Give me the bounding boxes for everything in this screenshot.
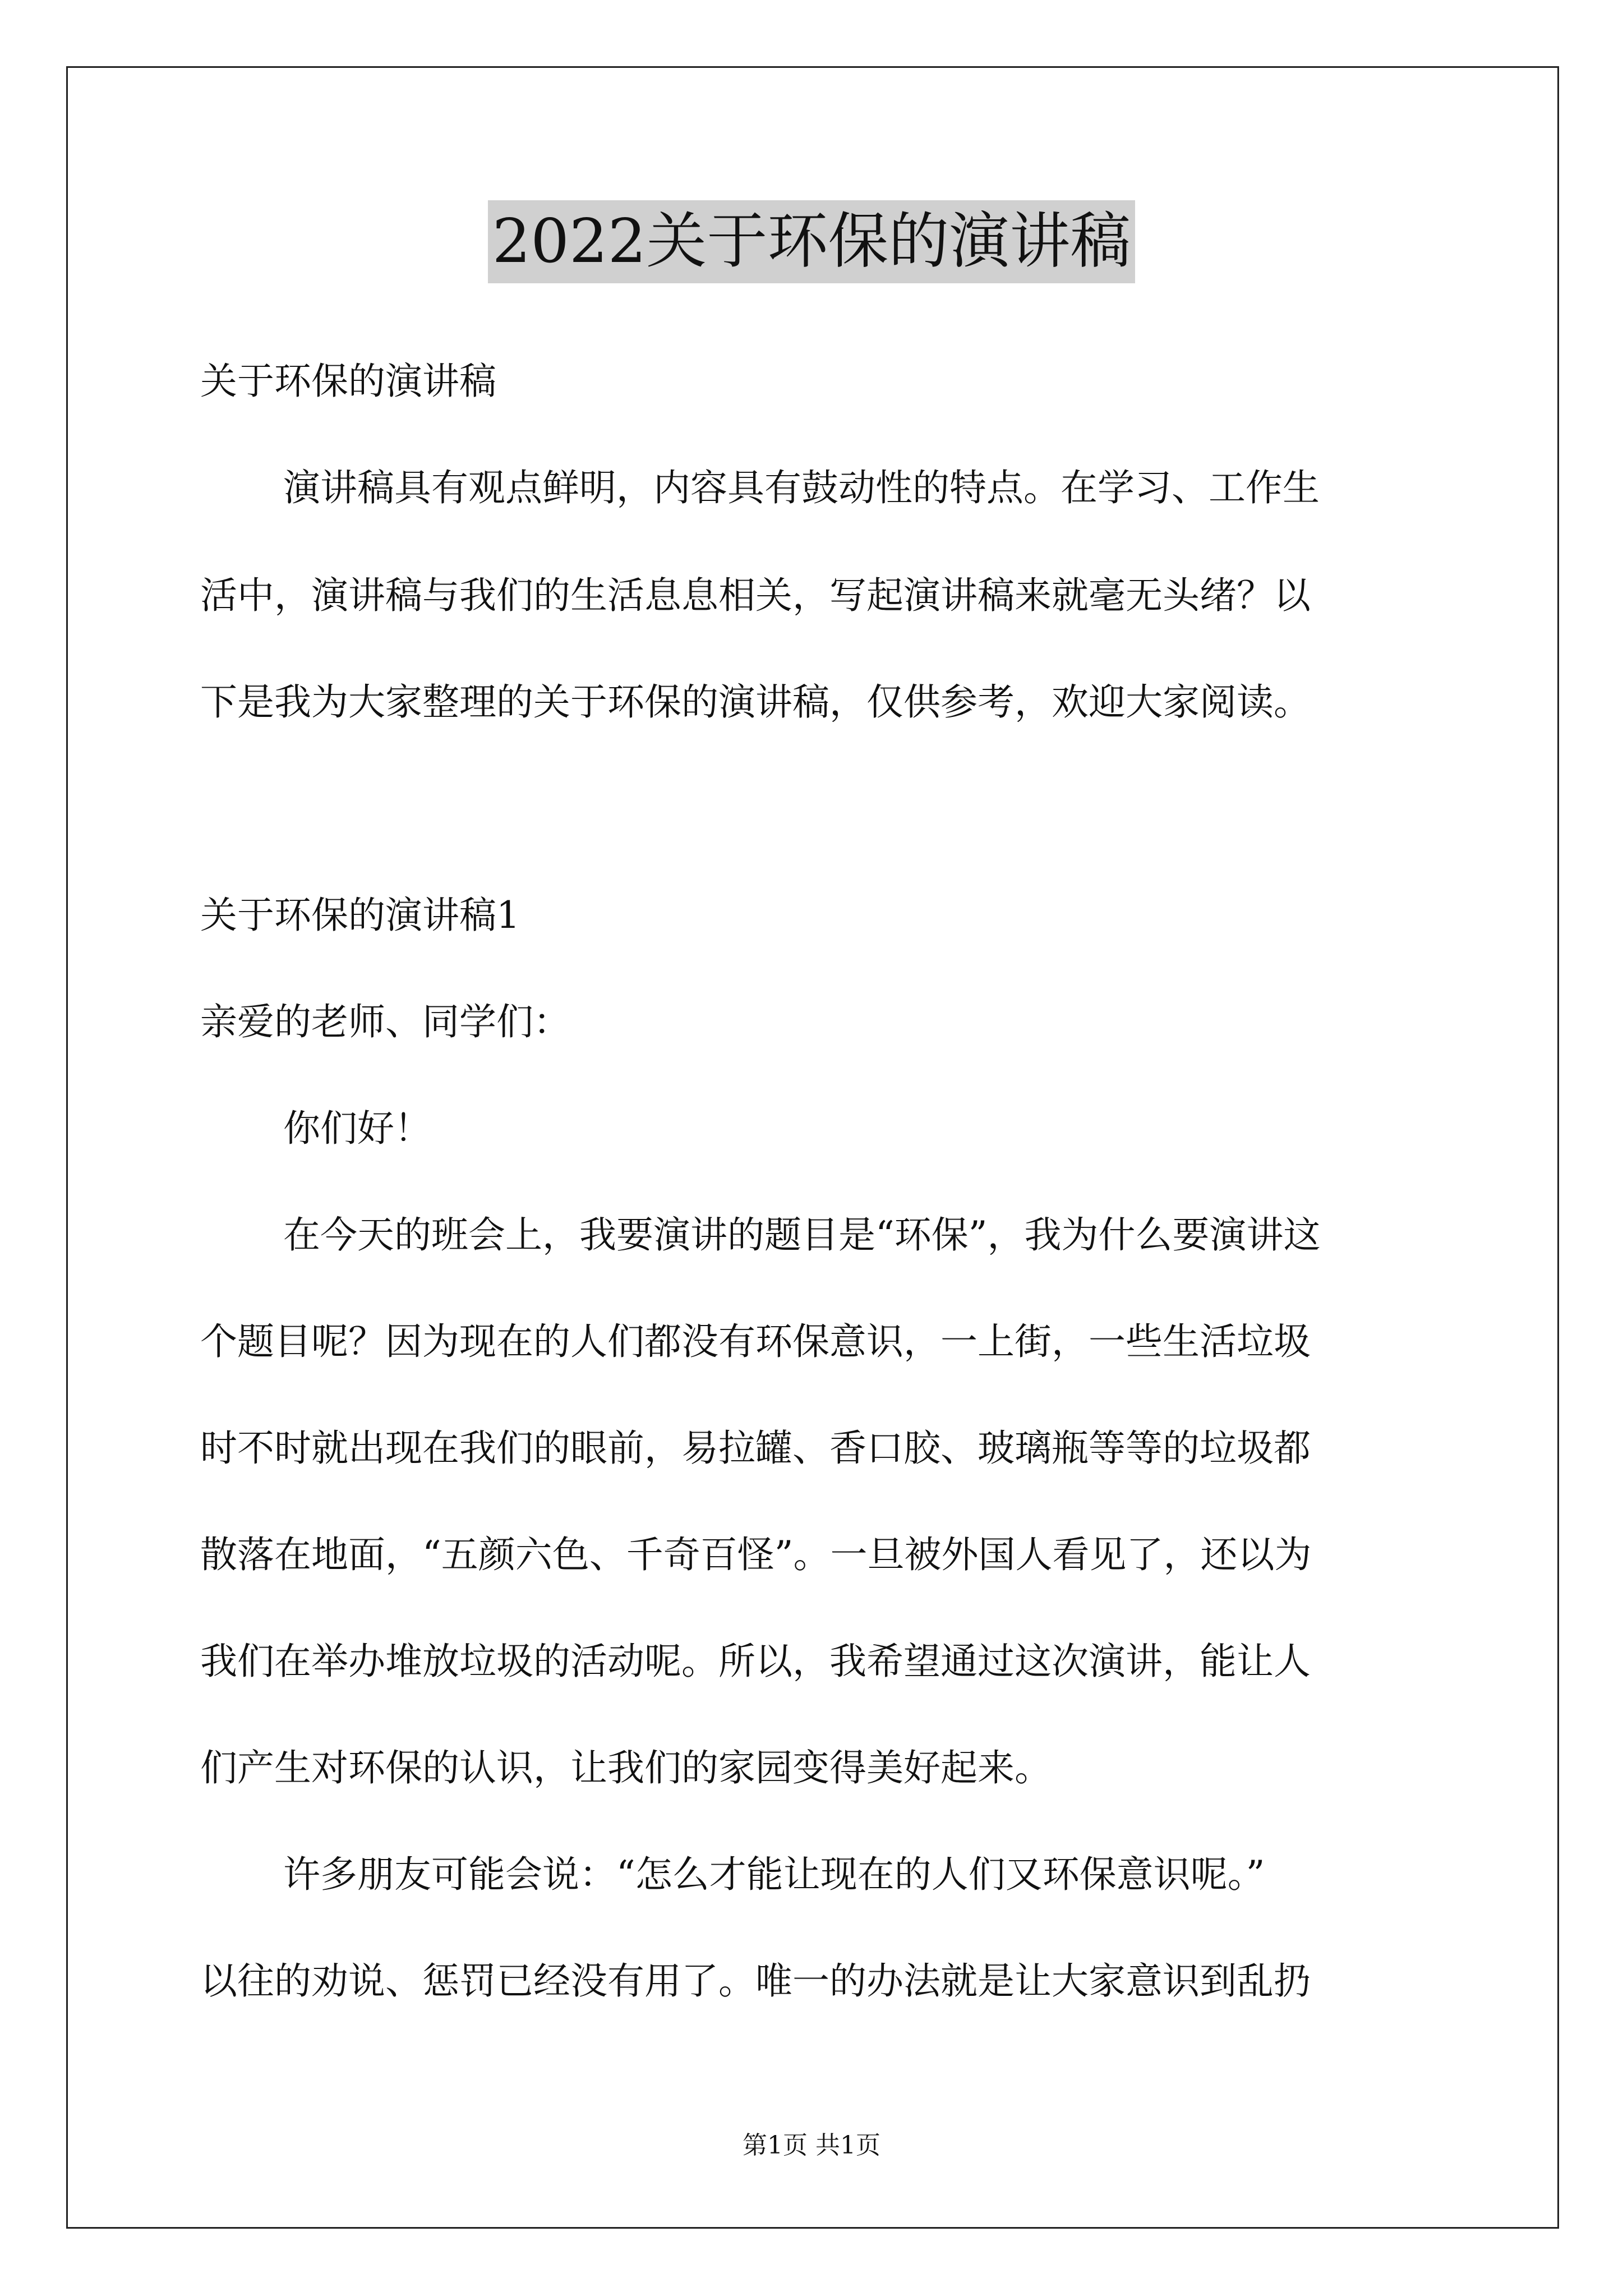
paragraph-line: 以往的劝说、惩罚已经没有用了。唯一的办法就是让大家意识到乱扔: [200, 1959, 1311, 2003]
salutation-line: 亲爱的老师、同学们：: [200, 1000, 570, 1043]
paragraph-line: 许多朋友可能会说：“怎么才能让现在的人们又环保意识呢。”: [283, 1853, 1265, 1896]
paragraph-line: 时不时就出现在我们的眼前，易拉罐、香口胶、玻璃瓶等等的垃圾都: [200, 1427, 1311, 1470]
subtitle-line: 关于环保的演讲稿: [200, 360, 496, 403]
title-container: [0, 200, 1623, 283]
paragraph-line: 下是我为大家整理的关于环保的演讲稿，仅供参考，欢迎大家阅读。: [200, 680, 1311, 724]
document-title: 2022关于环保的演讲稿: [488, 200, 1136, 283]
paragraph-line: 个题目呢？因为现在的人们都没有环保意识，一上街，一些生活垃圾: [200, 1320, 1311, 1363]
greeting-line: 你们好！: [283, 1107, 431, 1150]
paragraph-line: 们产生对环保的认识，让我们的家园变得美好起来。: [200, 1746, 1052, 1789]
paragraph-line: 在今天的班会上，我要演讲的题目是“环保”，我为什么要演讲这: [283, 1213, 1321, 1257]
paragraph-line: 我们在举办堆放垃圾的活动呢。所以，我希望通过这次演讲，能让人: [200, 1640, 1311, 1683]
paragraph-line: 散落在地面，“五颜六色、千奇百怪”。一旦被外国人看见了，还以为: [200, 1533, 1312, 1576]
paragraph-line: 活中，演讲稿与我们的生活息息相关，写起演讲稿来就毫无头绪？以: [200, 574, 1311, 617]
page-footer: 第1页 共1页: [743, 2131, 880, 2160]
section-heading: 关于环保的演讲稿1: [200, 894, 520, 937]
paragraph-line: 演讲稿具有观点鲜明，内容具有鼓动性的特点。在学习、工作生: [283, 466, 1320, 509]
